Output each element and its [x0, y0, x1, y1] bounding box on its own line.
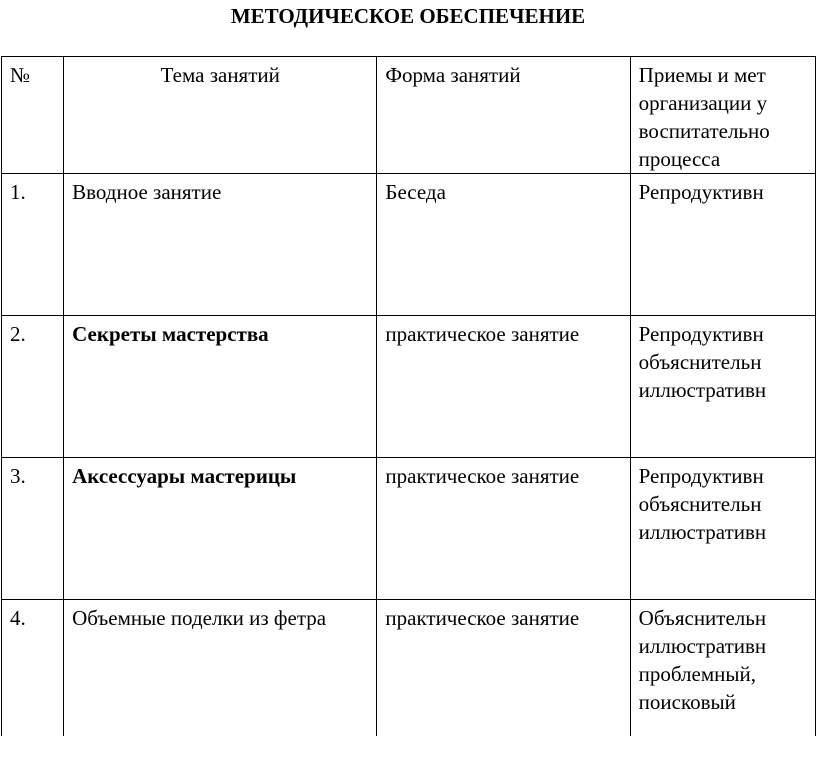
row-methods-line: объяснительн [638, 492, 762, 516]
row-methods-line: проблемный, [638, 662, 756, 686]
header-methods [630, 57, 815, 174]
header-num: № [2, 57, 64, 174]
row-methods [630, 316, 815, 458]
row-topic: Секреты мастерства [64, 316, 377, 458]
row-methods-line: поисковый [638, 690, 736, 714]
row-form: практическое занятие [377, 316, 630, 458]
row-topic: Объемные поделки из фетра [64, 600, 377, 737]
table-header-row [2, 57, 816, 174]
row-methods [630, 458, 815, 600]
row-form: практическое занятие [377, 458, 630, 600]
table-row [2, 316, 816, 458]
row-methods-line: Репродуктивн [638, 464, 764, 488]
row-methods-line: Репродуктивн [638, 180, 764, 204]
row-num: 3. [2, 458, 64, 600]
row-methods [630, 174, 815, 316]
row-topic: Вводное занятие [64, 174, 377, 316]
methods-table [1, 56, 816, 736]
row-methods-line: Объяснительн [638, 606, 767, 630]
row-topic: Аксессуары мастерицы [64, 458, 377, 600]
header-methods-line: организации у [638, 91, 768, 115]
row-methods-line: иллюстративн [638, 634, 767, 658]
header-form: Форма занятий [377, 57, 630, 174]
row-form: практическое занятие [377, 600, 630, 737]
header-methods-line: Приемы и мет [638, 63, 766, 87]
header-methods-line: процесса [638, 147, 721, 171]
methods-table-container [0, 56, 816, 736]
row-num: 1. [2, 174, 64, 316]
row-methods-line: Репродуктивн [638, 322, 764, 346]
row-num: 4. [2, 600, 64, 737]
row-methods [630, 600, 815, 737]
row-methods-line: объяснительн [638, 350, 762, 374]
row-form: Беседа [377, 174, 630, 316]
document-title: МЕТОДИЧЕСКОЕ ОБЕСПЕЧЕНИЕ [230, 4, 586, 28]
row-num: 2. [2, 316, 64, 458]
header-methods-line: воспитательно [638, 119, 770, 143]
row-methods-line: иллюстративн [638, 378, 767, 402]
table-row [2, 458, 816, 600]
header-topic: Тема занятий [64, 57, 377, 174]
table-row [2, 174, 816, 316]
table-row [2, 600, 816, 737]
row-methods-line: иллюстративн [638, 520, 767, 544]
